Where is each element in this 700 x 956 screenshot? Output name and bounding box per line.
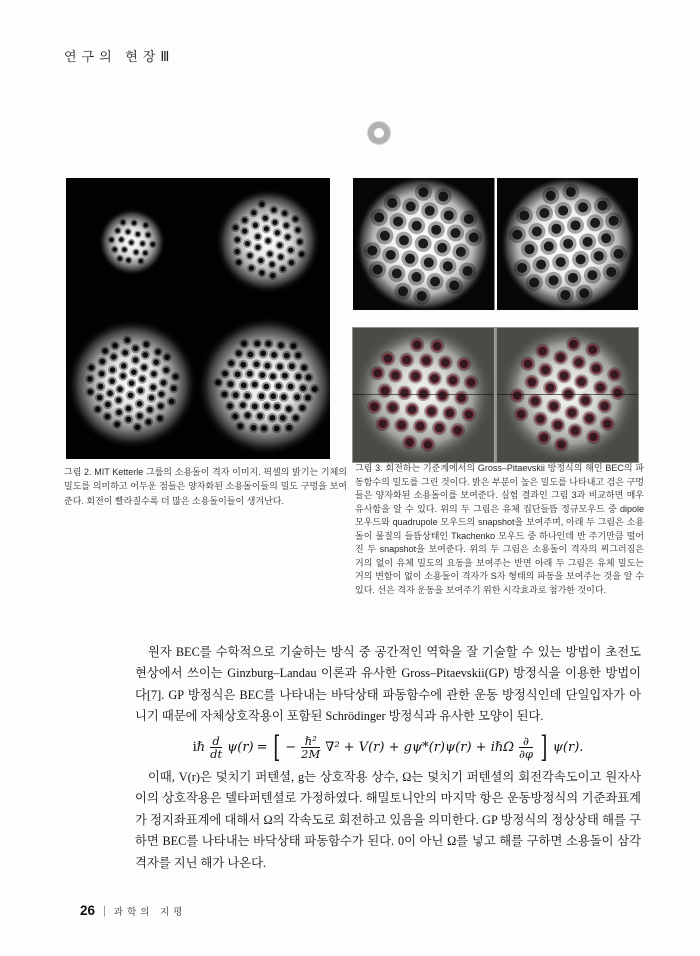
eq-partial-fraction: $\frac{\partial}{\partial\varphi}$: [519, 733, 534, 762]
page-number: 26: [80, 903, 96, 918]
gp-equation: iℏ $\frac{d}{dt}$ ψ(r) = [ − $\frac{\text{ℏ²}}{2M}$ ∇² + V(r) + gψ*(r)ψ(r) + iℏΩ $\frac{\partial}{\partial\varphi}$ ] ψ(r).: [192, 729, 584, 765]
eq-minus: −: [285, 740, 297, 756]
figure-3-caption: 그림 3. 회전하는 기준계에서의 Gross–Pitaevskii 방정식의 해인 BEC의 파동함수의 밀도를 그린 것이다. 밝은 부분이 높은 밀도를 나타내고 검은 구멍들은 양자화된 소용돌이를 보여준다. 실험 결과인 그림 3과 비교하면 매우 유사함을 알 수 있다. 위의 두 그림은 유체 집단들뜸 정규모우드 중 dipole 모우드와 quadrupole 모우드의 snapshot을 보여주며, 아래 두 그림은 소용돌이 물질의 들뜸상태인 Tkachenko 모우드 중 하나인데 반 주기만큼 떨어진 두 snapshot을 보여준다. 위의 두 그림은 소용돌이 격자의 찌그러짐은 거의 없이 유체 밀도의 요동을 보여주는 반면 아래 두 그림은 유체 밀도는 거의 변함이 없이 소용돌이 격자가 S자 형태의 파동을 보여주는 것을 알 수 있다. 선은 격자 운동을 보여주기 위한 시각효과로 첨가한 것이다.: [355, 463, 644, 595]
donut-decoration-icon: [368, 122, 390, 144]
section-header: 연구의 현장Ⅲ: [64, 49, 175, 64]
eq-lhs-coeff: iℏ: [192, 740, 206, 756]
figure-3-bottom-simulation: [353, 328, 638, 462]
footer-separator: |: [103, 904, 106, 917]
eq-rhs-psi: ψ(r).: [552, 740, 584, 756]
paragraph-1: 원자 BEC를 수학적으로 기술하는 방식 중 공간적인 역학을 잘 기술할 수 있는 방법이 초전도 현상에서 쓰이는 Ginzburg–Landau 이론과 유사한 Gross–Pitaevskii(GP) 방정식을 이용한 방법이다[7]. GP 방정식은 BEC를 나타내는 바닥상태 파동함수에 관한 운동 방정식인데 단일입자가 아니기 때문에 자체상호작용이 포함된 Schrödinger 방정식과 유사한 모양이 된다.: [135, 645, 641, 724]
page-footer: [80, 903, 186, 918]
figure-2-vortex-photos: [66, 178, 330, 459]
eq-equals: =: [256, 740, 268, 756]
figure-2-caption: 그림 2. MIT Ketterle 그룹의 소용돌이 격자 이미지. 픽셀의 밝기는 기체의 밀도를 의미하고 어두운 점들은 양자화된 소용돌이들의 밀도 구멍을 보여준다. 회전이 빨라질수록 더 많은 소용돌이들이 생겨난다.: [64, 467, 347, 506]
article-body: [135, 642, 641, 874]
journal-title: 과학의 지평: [113, 906, 187, 918]
eq-lhs-psi: ψ(r): [227, 740, 254, 756]
eq-middle-terms: ∇² + V(r) + gψ*(r)ψ(r) + iℏΩ: [325, 740, 515, 756]
eq-hbar-fraction: $\frac{\text{ℏ²}}{2M}$: [301, 733, 321, 762]
figure-3-top-simulation: [353, 178, 638, 310]
eq-ddt-fraction: $\frac{d}{dt}$: [210, 733, 223, 762]
paragraph-2: 이때, V(r)은 덫치기 퍼텐셜, g는 상호작용 상수, Ω는 덫치기 퍼텐셜의 회전각속도이고 원자사이의 상호작용은 델타퍼텐셜로 가정하였다. 해밀토니안의 마지막 항은 운동방정식의 기준좌표계가 정지좌표계에 대해서 Ω의 각속도로 회전하고 있음을 의미한다. GP 방정식의 정상상태 해를 구하면 BEC를 나타내는 바닥상태 파동함수가 된다. 0이 아닌 Ω를 넣고 해를 구하면 소용돌이 삼각격자를 지닌 해가 나온다.: [135, 769, 641, 870]
